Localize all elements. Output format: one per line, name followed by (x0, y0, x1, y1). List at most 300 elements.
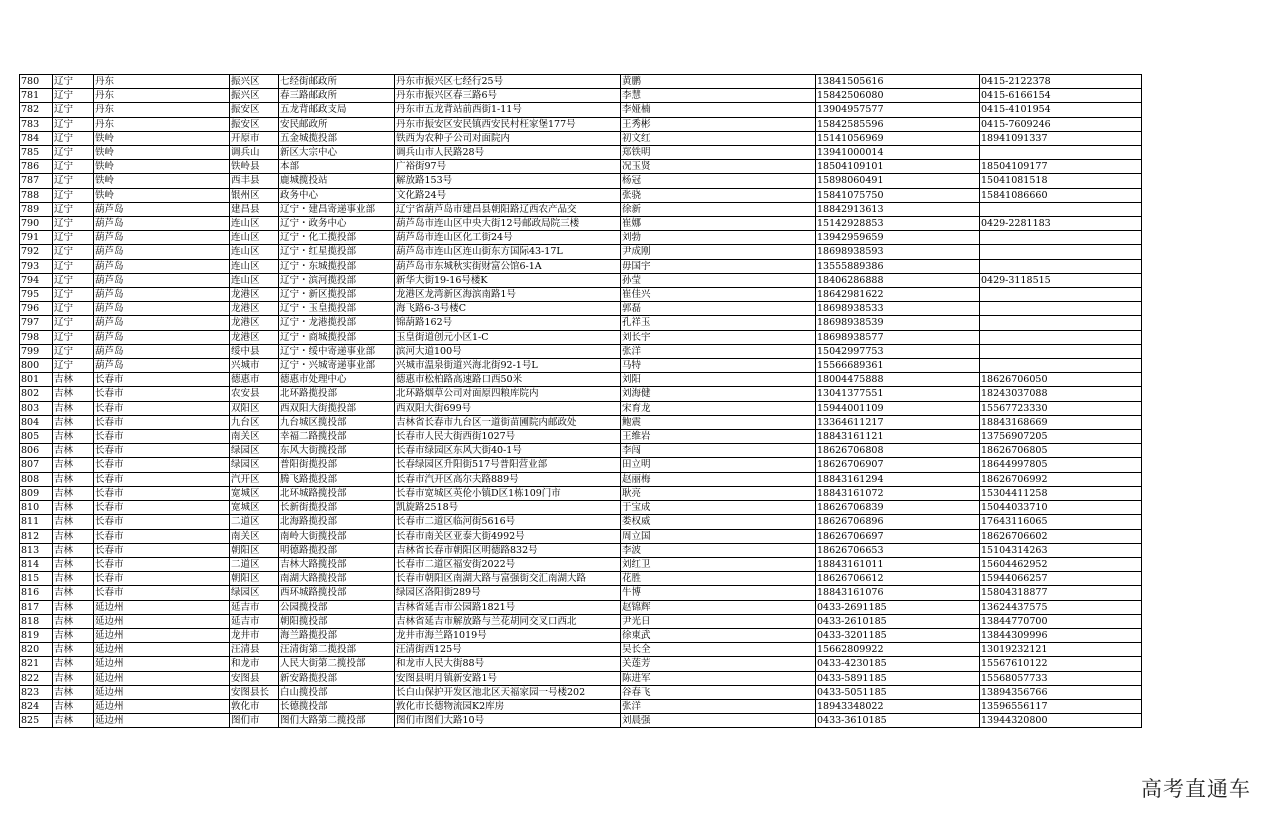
table-body (20, 75, 1142, 728)
outlet-name-cell: 西环城路揽投部 (279, 586, 395, 600)
province-cell: 吉林 (53, 699, 94, 713)
outlet-name-cell: 普阳街揽投部 (279, 458, 395, 472)
address-cell: 长春绿园区升阳街517号普阳营业部 (395, 458, 621, 472)
alt-phone-cell: 15044033710 (980, 501, 1142, 515)
district-cell: 延吉市 (230, 600, 279, 614)
index-cell: 809 (20, 486, 53, 500)
table-row (20, 458, 1142, 472)
district-cell: 汽开区 (230, 472, 279, 486)
address-cell: 铁西为农种子公司对面院内 (395, 131, 621, 145)
phone-cell: 0433-2691185 (816, 600, 980, 614)
phone-cell: 0433-5891185 (816, 671, 980, 685)
address-cell: 长春市朝阳区南湖大路与富强街交汇南湖大路 (395, 572, 621, 586)
alt-phone-cell: 0415-2122378 (980, 75, 1142, 89)
province-cell: 辽宁 (53, 288, 94, 302)
phone-cell: 18843161011 (816, 557, 980, 571)
city-cell: 延边州 (94, 657, 230, 671)
district-cell: 绿园区 (230, 458, 279, 472)
table-row (20, 415, 1142, 429)
outlet-name-cell: 北环城路揽投部 (279, 486, 395, 500)
district-cell: 安图县长 (230, 685, 279, 699)
city-cell: 长春市 (94, 529, 230, 543)
index-cell: 818 (20, 614, 53, 628)
alt-phone-cell: 15304411258 (980, 486, 1142, 500)
outlet-name-cell: 图们大路第二揽投部 (279, 714, 395, 728)
alt-phone-cell: 18626706992 (980, 472, 1142, 486)
outlet-name-cell: 鹿城揽投站 (279, 174, 395, 188)
city-cell: 长春市 (94, 543, 230, 557)
table-row (20, 259, 1142, 273)
city-cell: 丹东 (94, 103, 230, 117)
phone-cell: 18698938533 (816, 302, 980, 316)
district-cell: 九台区 (230, 415, 279, 429)
table-row (20, 75, 1142, 89)
index-cell: 817 (20, 600, 53, 614)
index-cell: 784 (20, 131, 53, 145)
table-row (20, 245, 1142, 259)
outlet-name-cell: 北环路揽投部 (279, 387, 395, 401)
district-cell: 铁岭县 (230, 160, 279, 174)
phone-cell: 18843161294 (816, 472, 980, 486)
alt-phone-cell: 0415-4101954 (980, 103, 1142, 117)
address-cell: 玉皇街道创元小区1-C (395, 330, 621, 344)
outlet-name-cell: 德惠市处理中心 (279, 373, 395, 387)
alt-phone-cell (980, 146, 1142, 160)
city-cell: 长春市 (94, 486, 230, 500)
contact-person-cell: 张骁 (621, 188, 816, 202)
contact-person-cell: 鲍震 (621, 415, 816, 429)
outlet-name-cell: 辽宁・绥中寄递事业部 (279, 344, 395, 358)
alt-phone-cell (980, 359, 1142, 373)
outlet-name-cell: 公园揽投部 (279, 600, 395, 614)
address-cell: 吉林省长春市朝阳区明德路832号 (395, 543, 621, 557)
province-cell: 吉林 (53, 401, 94, 415)
city-cell: 长春市 (94, 515, 230, 529)
index-cell: 792 (20, 245, 53, 259)
index-cell: 782 (20, 103, 53, 117)
province-cell: 吉林 (53, 643, 94, 657)
phone-cell: 15662809922 (816, 643, 980, 657)
city-cell: 葫芦岛 (94, 231, 230, 245)
index-cell: 801 (20, 373, 53, 387)
district-cell: 兴城市 (230, 359, 279, 373)
outlet-name-cell: 七经街邮政所 (279, 75, 395, 89)
phone-cell: 15141056969 (816, 131, 980, 145)
alt-phone-cell (980, 259, 1142, 273)
index-cell: 814 (20, 557, 53, 571)
index-cell: 804 (20, 415, 53, 429)
city-cell: 葫芦岛 (94, 259, 230, 273)
address-cell: 葫芦岛市连山区连山街东方国际43-17L (395, 245, 621, 259)
phone-cell: 0433-2610185 (816, 614, 980, 628)
index-cell: 780 (20, 75, 53, 89)
district-cell: 开原市 (230, 131, 279, 145)
index-cell: 799 (20, 344, 53, 358)
alt-phone-cell: 13944320800 (980, 714, 1142, 728)
address-cell: 北环路烟草公司对面原四粮库院内 (395, 387, 621, 401)
table-row (20, 103, 1142, 117)
index-cell: 823 (20, 685, 53, 699)
alt-phone-cell: 15804318877 (980, 586, 1142, 600)
address-cell: 葫芦岛市连山区中央大街12号邮政局院三楼 (395, 217, 621, 231)
phone-cell: 15842506080 (816, 89, 980, 103)
table-row (20, 529, 1142, 543)
outlet-name-cell: 辽宁・东城揽投部 (279, 259, 395, 273)
alt-phone-cell: 0415-6166154 (980, 89, 1142, 103)
district-cell: 龙港区 (230, 288, 279, 302)
city-cell: 延边州 (94, 671, 230, 685)
alt-phone-cell (980, 202, 1142, 216)
table-row (20, 89, 1142, 103)
province-cell: 吉林 (53, 628, 94, 642)
city-cell: 铁岭 (94, 131, 230, 145)
province-cell: 辽宁 (53, 202, 94, 216)
contact-person-cell: 张洋 (621, 699, 816, 713)
province-cell: 辽宁 (53, 117, 94, 131)
contact-person-cell: 李波 (621, 543, 816, 557)
outlet-name-cell: 政务中心 (279, 188, 395, 202)
index-cell: 800 (20, 359, 53, 373)
table-row (20, 174, 1142, 188)
table-row (20, 501, 1142, 515)
table-row (20, 202, 1142, 216)
table-row (20, 302, 1142, 316)
table-row (20, 387, 1142, 401)
table-row (20, 344, 1142, 358)
phone-cell: 13041377551 (816, 387, 980, 401)
alt-phone-cell: 18626706805 (980, 444, 1142, 458)
alt-phone-cell: 15944066257 (980, 572, 1142, 586)
phone-cell: 18626706839 (816, 501, 980, 515)
contact-person-cell: 刘红卫 (621, 557, 816, 571)
outlet-name-cell: 长新街揽投部 (279, 501, 395, 515)
alt-phone-cell: 18504109177 (980, 160, 1142, 174)
index-cell: 788 (20, 188, 53, 202)
outlet-name-cell: 汪清街第二揽投部 (279, 643, 395, 657)
phone-cell: 15142928853 (816, 217, 980, 231)
address-cell: 绿园区洛阳街289号 (395, 586, 621, 600)
table-row (20, 188, 1142, 202)
phone-cell: 18626706697 (816, 529, 980, 543)
province-cell: 辽宁 (53, 217, 94, 231)
alt-phone-cell: 15104314263 (980, 543, 1142, 557)
alt-phone-cell: 15841086660 (980, 188, 1142, 202)
address-cell: 新华大街19-16号楼K (395, 273, 621, 287)
table-row (20, 671, 1142, 685)
outlet-name-cell: 辽宁・政务中心 (279, 217, 395, 231)
district-cell: 农安县 (230, 387, 279, 401)
contact-person-cell: 孙莹 (621, 273, 816, 287)
city-cell: 长春市 (94, 444, 230, 458)
index-cell: 820 (20, 643, 53, 657)
outlet-name-cell: 辽宁・商城揽投部 (279, 330, 395, 344)
contact-person-cell: 刘长宇 (621, 330, 816, 344)
city-cell: 延边州 (94, 628, 230, 642)
index-cell: 812 (20, 529, 53, 543)
index-cell: 808 (20, 472, 53, 486)
city-cell: 葫芦岛 (94, 202, 230, 216)
index-cell: 821 (20, 657, 53, 671)
table-row (20, 586, 1142, 600)
table-row (20, 699, 1142, 713)
index-cell: 816 (20, 586, 53, 600)
phone-cell: 15566689361 (816, 359, 980, 373)
contact-person-cell: 马特 (621, 359, 816, 373)
city-cell: 丹东 (94, 89, 230, 103)
contact-person-cell: 赵丽梅 (621, 472, 816, 486)
province-cell: 吉林 (53, 614, 94, 628)
table-row (20, 330, 1142, 344)
district-cell: 银州区 (230, 188, 279, 202)
alt-phone-cell: 13894356766 (980, 685, 1142, 699)
contact-person-cell: 吴长全 (621, 643, 816, 657)
alt-phone-cell: 15041081518 (980, 174, 1142, 188)
alt-phone-cell: 18626706050 (980, 373, 1142, 387)
province-cell: 吉林 (53, 685, 94, 699)
address-cell: 吉林省长春市九台区一道街苗圃院内邮政处 (395, 415, 621, 429)
district-cell: 龙港区 (230, 316, 279, 330)
address-cell: 广裕街97号 (395, 160, 621, 174)
address-cell: 葫芦岛市连山区化工街24号 (395, 231, 621, 245)
alt-phone-cell: 17643116065 (980, 515, 1142, 529)
index-cell: 786 (20, 160, 53, 174)
address-cell: 和龙市人民大街88号 (395, 657, 621, 671)
table-row (20, 543, 1142, 557)
outlet-name-cell: 吉林大路揽投部 (279, 557, 395, 571)
phone-cell: 15841075750 (816, 188, 980, 202)
district-cell: 绿园区 (230, 586, 279, 600)
alt-phone-cell: 18644997805 (980, 458, 1142, 472)
district-cell: 宽城区 (230, 486, 279, 500)
table-row (20, 614, 1142, 628)
outlet-name-cell: 长德揽投部 (279, 699, 395, 713)
contact-person-cell: 杨冠 (621, 174, 816, 188)
phone-cell: 18406286888 (816, 273, 980, 287)
phone-cell: 18626706653 (816, 543, 980, 557)
province-cell: 辽宁 (53, 89, 94, 103)
city-cell: 葫芦岛 (94, 330, 230, 344)
city-cell: 长春市 (94, 586, 230, 600)
contact-person-cell: 赵锦辉 (621, 600, 816, 614)
table-row (20, 217, 1142, 231)
outlet-name-cell: 安民邮政所 (279, 117, 395, 131)
city-cell: 长春市 (94, 415, 230, 429)
alt-phone-cell: 18626706602 (980, 529, 1142, 543)
district-cell: 南关区 (230, 529, 279, 543)
alt-phone-cell: 15567723330 (980, 401, 1142, 415)
province-cell: 吉林 (53, 671, 94, 685)
outlet-name-cell: 新区大宗中心 (279, 146, 395, 160)
table-row (20, 714, 1142, 728)
phone-cell: 18698938593 (816, 245, 980, 259)
alt-phone-cell (980, 245, 1142, 259)
address-cell: 图们市图们大路10号 (395, 714, 621, 728)
table-row (20, 131, 1142, 145)
phone-cell: 13364611217 (816, 415, 980, 429)
alt-phone-cell (980, 302, 1142, 316)
address-cell: 长春市汽开区高尔夫路889号 (395, 472, 621, 486)
table-row (20, 316, 1142, 330)
address-cell: 丹东市振安区安民镇西安民村枉家堡177号 (395, 117, 621, 131)
alt-phone-cell: 13756907205 (980, 430, 1142, 444)
index-cell: 781 (20, 89, 53, 103)
phone-cell: 18698938539 (816, 316, 980, 330)
province-cell: 辽宁 (53, 259, 94, 273)
city-cell: 葫芦岛 (94, 273, 230, 287)
address-cell: 长春市南关区亚泰大街4992号 (395, 529, 621, 543)
address-cell: 长春市二道区福安街2022号 (395, 557, 621, 571)
phone-cell: 0433-5051185 (816, 685, 980, 699)
province-cell: 吉林 (53, 515, 94, 529)
province-cell: 吉林 (53, 714, 94, 728)
outlet-name-cell: 辽宁・滨河揽投部 (279, 273, 395, 287)
table-row (20, 401, 1142, 415)
alt-phone-cell: 15567610122 (980, 657, 1142, 671)
district-cell: 双阳区 (230, 401, 279, 415)
outlet-name-cell: 辽宁・玉皇揽投部 (279, 302, 395, 316)
city-cell: 长春市 (94, 557, 230, 571)
province-cell: 吉林 (53, 657, 94, 671)
phone-cell: 18626706612 (816, 572, 980, 586)
contact-person-cell: 况玉贤 (621, 160, 816, 174)
address-cell: 长春市二道区临河街5616号 (395, 515, 621, 529)
province-cell: 辽宁 (53, 188, 94, 202)
contact-person-cell: 刘晨强 (621, 714, 816, 728)
alt-phone-cell: 18941091337 (980, 131, 1142, 145)
table-row (20, 146, 1142, 160)
contact-person-cell: 田立明 (621, 458, 816, 472)
district-cell: 龙井市 (230, 628, 279, 642)
city-cell: 延边州 (94, 614, 230, 628)
table-row (20, 444, 1142, 458)
district-cell: 汪清县 (230, 643, 279, 657)
address-cell: 西双阳大街699号 (395, 401, 621, 415)
city-cell: 葫芦岛 (94, 245, 230, 259)
index-cell: 796 (20, 302, 53, 316)
district-cell: 振安区 (230, 117, 279, 131)
alt-phone-cell (980, 316, 1142, 330)
phone-cell: 15944001109 (816, 401, 980, 415)
province-cell: 吉林 (53, 543, 94, 557)
address-cell: 文化路24号 (395, 188, 621, 202)
outlet-name-cell: 南岭大街揽投部 (279, 529, 395, 543)
outlet-name-cell: 西双阳大街揽投部 (279, 401, 395, 415)
index-cell: 798 (20, 330, 53, 344)
contact-person-cell: 郭磊 (621, 302, 816, 316)
table-row (20, 288, 1142, 302)
outlet-name-cell: 辽宁・红星揽投部 (279, 245, 395, 259)
province-cell: 辽宁 (53, 245, 94, 259)
province-cell: 吉林 (53, 472, 94, 486)
alt-phone-cell: 0429-2281183 (980, 217, 1142, 231)
contact-person-cell: 徐東武 (621, 628, 816, 642)
phone-cell: 18843161072 (816, 486, 980, 500)
contact-person-cell: 尹成刚 (621, 245, 816, 259)
address-cell: 长春市宽城区英伦小镇D区1栋109门市 (395, 486, 621, 500)
index-cell: 793 (20, 259, 53, 273)
address-cell: 葫芦岛市东城秋实街财富公馆6-1A (395, 259, 621, 273)
table-row (20, 685, 1142, 699)
outlet-name-cell: 明德路揽投部 (279, 543, 395, 557)
address-cell: 丹东市振兴区七经行25号 (395, 75, 621, 89)
phone-cell: 13904957577 (816, 103, 980, 117)
district-cell: 连山区 (230, 245, 279, 259)
contact-person-cell: 刘勃 (621, 231, 816, 245)
city-cell: 长春市 (94, 401, 230, 415)
phone-cell: 18626706907 (816, 458, 980, 472)
outlet-name-cell: 辽宁・兴城寄递事业部 (279, 359, 395, 373)
address-cell: 汪清街西125号 (395, 643, 621, 657)
contact-person-cell: 尹光日 (621, 614, 816, 628)
contact-person-cell: 关莲芳 (621, 657, 816, 671)
city-cell: 长春市 (94, 430, 230, 444)
table-row (20, 486, 1142, 500)
district-cell: 和龙市 (230, 657, 279, 671)
province-cell: 辽宁 (53, 344, 94, 358)
table-row (20, 373, 1142, 387)
contact-person-cell: 李娅楠 (621, 103, 816, 117)
contact-person-cell: 黄鹏 (621, 75, 816, 89)
city-cell: 铁岭 (94, 188, 230, 202)
alt-phone-cell: 0429-3118515 (980, 273, 1142, 287)
city-cell: 葫芦岛 (94, 288, 230, 302)
contact-person-cell: 郑铁明 (621, 146, 816, 160)
index-cell: 789 (20, 202, 53, 216)
province-cell: 吉林 (53, 458, 94, 472)
province-cell: 吉林 (53, 572, 94, 586)
table-row (20, 628, 1142, 642)
address-cell: 海飞路6-3号楼C (395, 302, 621, 316)
city-cell: 延边州 (94, 714, 230, 728)
province-cell: 辽宁 (53, 316, 94, 330)
outlet-name-cell: 辽宁・新区揽投部 (279, 288, 395, 302)
table-row (20, 657, 1142, 671)
province-cell: 辽宁 (53, 302, 94, 316)
outlet-name-cell: 辽宁・龙港揽投部 (279, 316, 395, 330)
outlet-name-cell: 腾飞路揽投部 (279, 472, 395, 486)
phone-cell: 0433-3610185 (816, 714, 980, 728)
index-cell: 805 (20, 430, 53, 444)
city-cell: 葫芦岛 (94, 359, 230, 373)
outlet-name-cell: 新安路揽投部 (279, 671, 395, 685)
table-row (20, 160, 1142, 174)
contact-person-cell: 张洋 (621, 344, 816, 358)
address-cell: 长白山保护开发区池北区天福家园一号楼202 (395, 685, 621, 699)
table-row (20, 472, 1142, 486)
table-row (20, 557, 1142, 571)
index-cell: 807 (20, 458, 53, 472)
province-cell: 吉林 (53, 529, 94, 543)
index-cell: 790 (20, 217, 53, 231)
district-cell: 振兴区 (230, 75, 279, 89)
index-cell: 797 (20, 316, 53, 330)
address-cell: 滨河大道100号 (395, 344, 621, 358)
outlet-name-cell: 幸福二路揽投部 (279, 430, 395, 444)
province-cell: 辽宁 (53, 174, 94, 188)
address-cell: 锦葫路162号 (395, 316, 621, 330)
alt-phone-cell: 15568057733 (980, 671, 1142, 685)
address-cell: 长春市人民大街西街1027号 (395, 430, 621, 444)
phone-cell: 18698938577 (816, 330, 980, 344)
alt-phone-cell (980, 231, 1142, 245)
city-cell: 铁岭 (94, 160, 230, 174)
district-cell: 西丰县 (230, 174, 279, 188)
city-cell: 铁岭 (94, 174, 230, 188)
index-cell: 795 (20, 288, 53, 302)
address-cell: 兴城市温泉街道兴海北街92-1号L (395, 359, 621, 373)
alt-phone-cell: 13844770700 (980, 614, 1142, 628)
city-cell: 延边州 (94, 600, 230, 614)
